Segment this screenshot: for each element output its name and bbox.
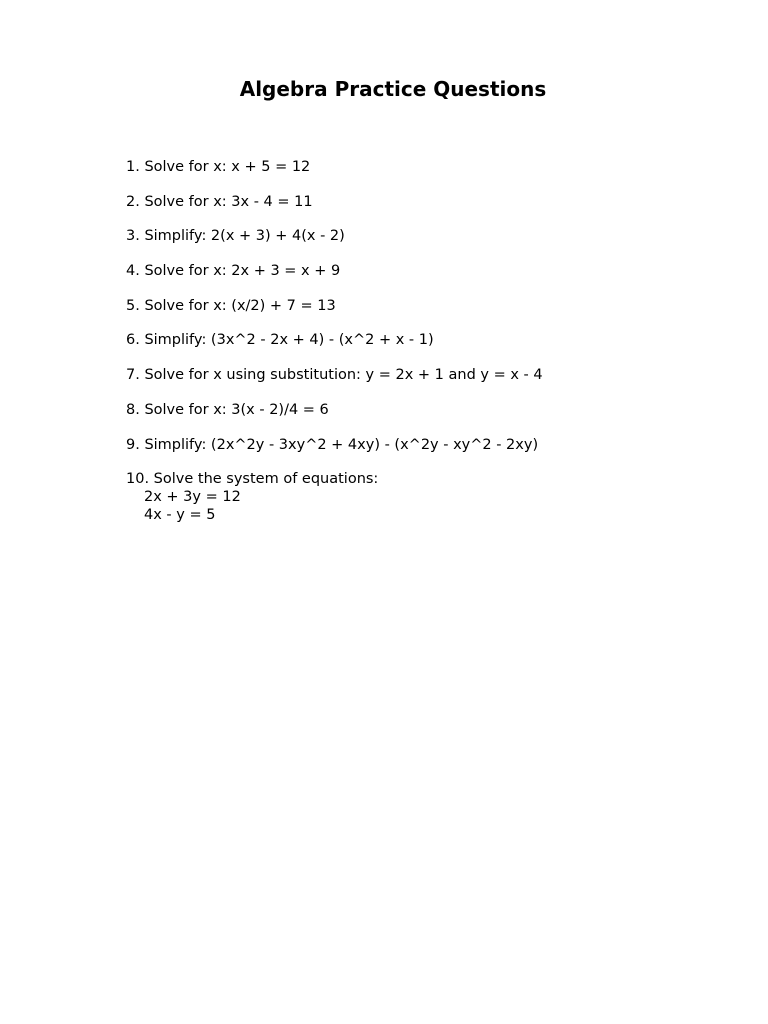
question-7: 7. Solve for x using substitution: y = 2x + 1 and y = x - 4 bbox=[126, 367, 543, 384]
question-8: 8. Solve for x: 3(x - 2)/4 = 6 bbox=[126, 401, 329, 418]
question-6: 6. Simplify: (3x^2 - 2x + 4) - (x^2 + x - 1) bbox=[126, 332, 434, 349]
equation-1: 2x + 3y = 12 bbox=[144, 489, 241, 506]
question-10-prompt: 10. Solve the system of equations: bbox=[126, 471, 379, 488]
question-4: 4. Solve for x: 2x + 3 = x + 9 bbox=[126, 263, 341, 280]
page-title: Algebra Practice Questions bbox=[239, 77, 547, 101]
question-9: 9. Simplify: (2x^2y - 3xy^2 + 4xy) - (x^2y - xy^2 - 2xy) bbox=[126, 436, 539, 453]
question-1: 1. Solve for x: x + 5 = 12 bbox=[126, 159, 311, 175]
question-3: 3. Simplify: 2(x + 3) + 4(x - 2) bbox=[126, 228, 345, 245]
question-10 bbox=[126, 470, 543, 524]
equation-2: 4x - y = 5 bbox=[144, 507, 216, 524]
question-2: 2. Solve for x: 3x - 4 = 11 bbox=[126, 193, 313, 210]
question-5: 5. Solve for x: (x/2) + 7 = 13 bbox=[126, 297, 336, 314]
question-list bbox=[126, 158, 543, 541]
